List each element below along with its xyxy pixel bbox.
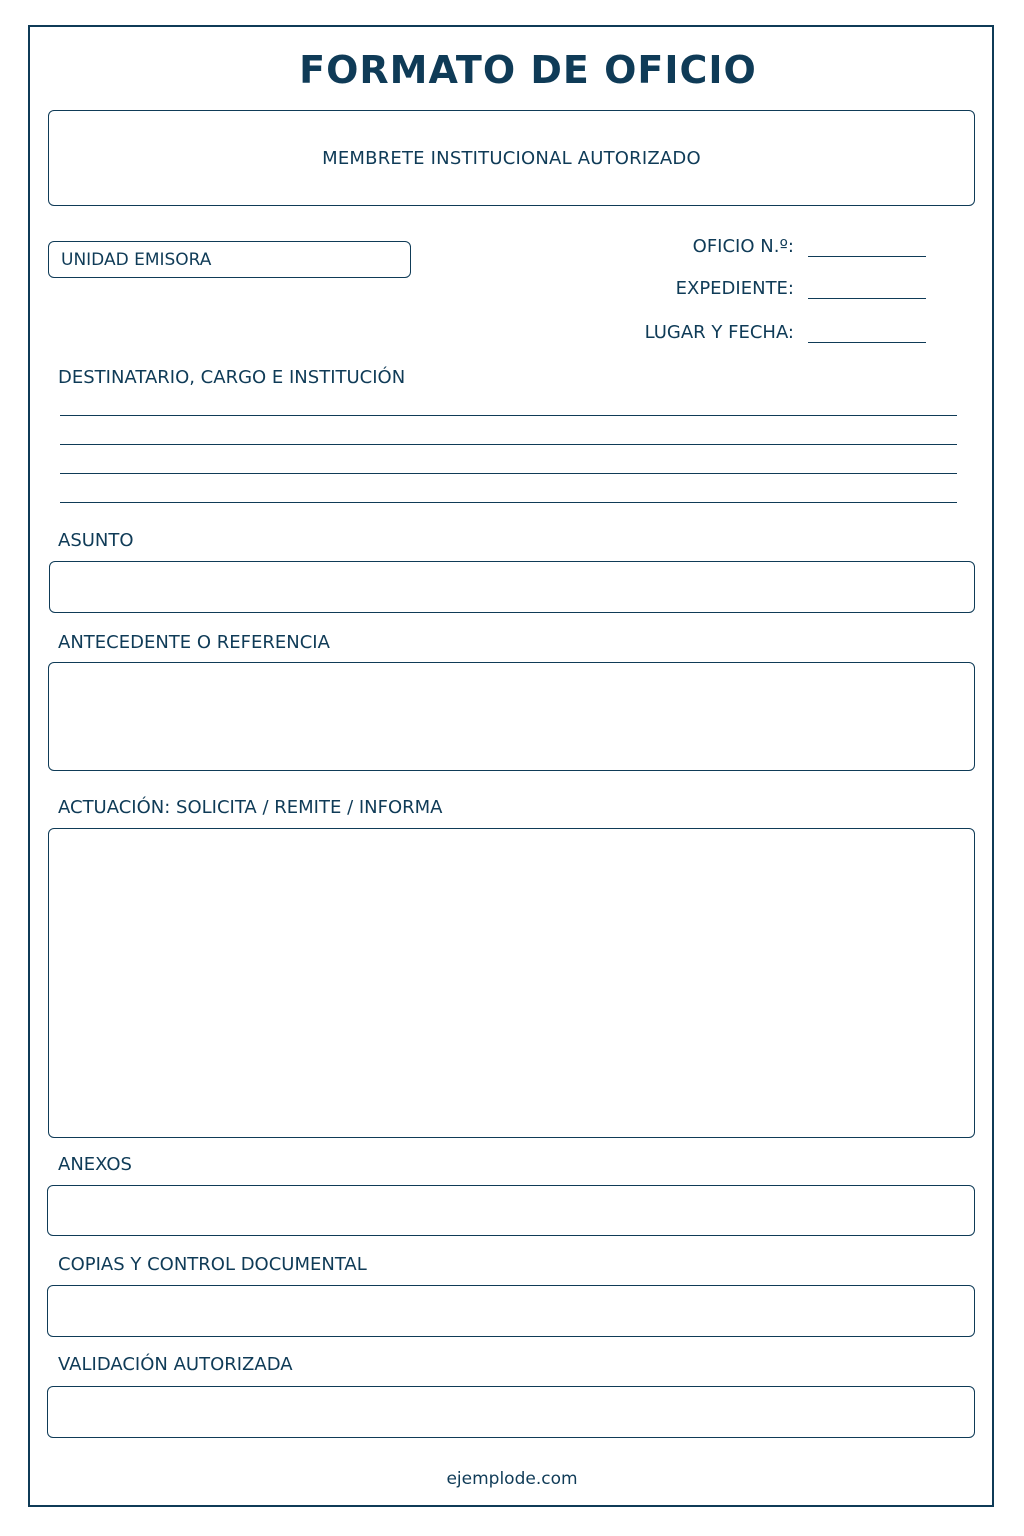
attachments-label: ANEXOS [58,1154,132,1175]
recipient-line-3[interactable] [60,473,957,474]
document-title: FORMATO DE OFICIO [299,48,757,92]
attachments-field[interactable] [47,1185,975,1236]
recipient-label: DESTINATARIO, CARGO E INSTITUCIÓN [58,367,406,388]
letterhead-label: MEMBRETE INSTITUCIONAL AUTORIZADO [322,147,701,169]
subject-label: ASUNTO [58,530,134,551]
file-number-label: EXPEDIENTE: [675,278,794,299]
place-date-label: LUGAR Y FECHA: [644,322,794,343]
office-number-label: OFICIO N.º: [692,236,794,257]
footer-source[interactable]: ejemplode.com [446,1469,578,1489]
recipient-line-4[interactable] [60,502,957,503]
validation-label: VALIDACIÓN AUTORIZADA [58,1354,293,1375]
recipient-line-1[interactable] [60,415,957,416]
copies-label: COPIAS Y CONTROL DOCUMENTAL [58,1254,367,1275]
background-field[interactable] [48,662,975,771]
action-label: ACTUACIÓN: SOLICITA / REMITE / INFORMA [58,797,443,818]
issuing-unit-field[interactable] [48,241,411,278]
file-number-line[interactable] [808,298,926,299]
action-field[interactable] [48,828,975,1138]
recipient-line-2[interactable] [60,444,957,445]
letterhead-box [48,110,975,206]
background-label: ANTECEDENTE O REFERENCIA [58,632,330,653]
office-number-line[interactable] [808,256,926,257]
validation-field[interactable] [47,1386,975,1438]
subject-field[interactable] [49,561,975,613]
issuing-unit-label: UNIDAD EMISORA [61,249,212,270]
place-date-line[interactable] [808,342,926,343]
copies-field[interactable] [47,1285,975,1337]
